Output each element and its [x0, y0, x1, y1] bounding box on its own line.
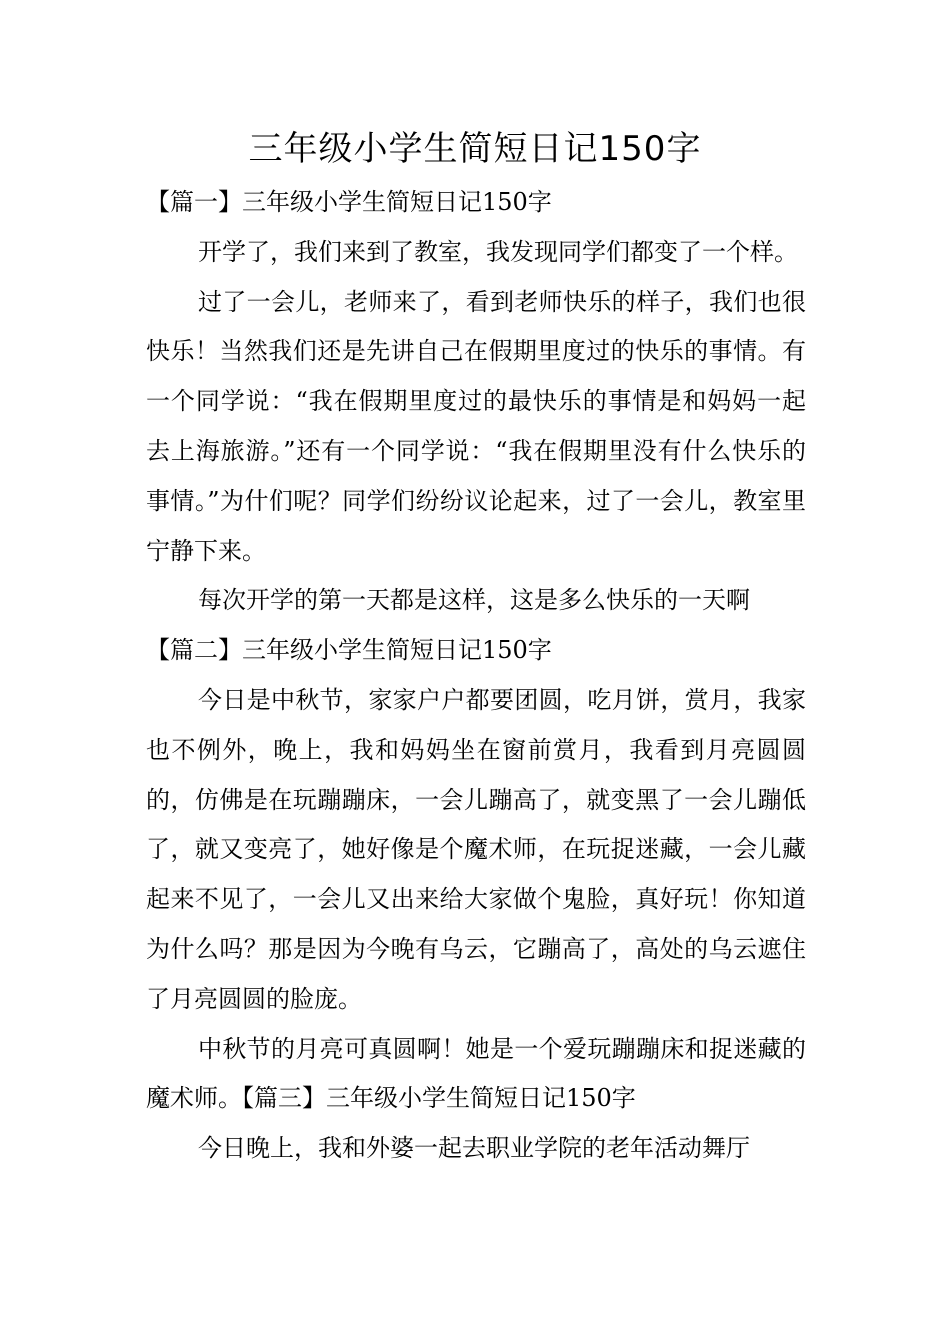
section-heading-1: 【篇一】三年级小学生简短日记150字 [146, 188, 552, 216]
section-heading-3: 【篇三】三年级小学生简短日记150字 [242, 1084, 636, 1113]
document-body [146, 178, 806, 1174]
paragraph: 每次开学的第一天都是这样，这是多么快乐的一天啊 [198, 586, 750, 615]
paragraph: 今日晚上，我和外婆一起去职业学院的老年活动舞厅 [198, 1134, 750, 1163]
section-heading-2: 【篇二】三年级小学生简短日记150字 [146, 636, 552, 665]
document-title: 三年级小学生简短日记150字 [248, 129, 702, 169]
paragraph [146, 1025, 806, 1125]
paragraph: 今日是中秋节，家家户户都要团圆，吃月饼，赏月，我家也不例外，晚上，我和妈妈坐在窗前赏月，我看到月亮圆圆的，仿佛是在玩蹦蹦床，一会儿蹦高了，就变黑了一会儿蹦低了，就又变亮了，她好像是个魔术师，在玩捉迷藏，一会儿藏起来不见了，一会儿又出来给大家做个鬼脸，真好玩！你知道为什么吗？那是因为今晚有乌云，它蹦高了，高处的乌云遮住了月亮圆圆的脸庞。 [146, 685, 806, 1013]
paragraph: 开学了，我们来到了教室，我发现同学们都变了一个样。 [198, 237, 798, 266]
paragraph: 过了一会儿，老师来了，看到老师快乐的样子，我们也很快乐！当然我们还是先讲自己在假期里度过的快乐的事情。有一个同学说：“我在假期里度过的最快乐的事情是和妈妈一起去上海旅游。”还有一个同学说：“我在假期里没有什么快乐的事情。”为什们呢？同学们纷纷议论起来，过了一会儿，教室里宁静下来。 [146, 287, 806, 565]
paragraph-text: 中秋节的月亮可真圆啊！她是一个爱玩蹦蹦床和捉迷藏的魔术师。 [146, 1034, 806, 1113]
